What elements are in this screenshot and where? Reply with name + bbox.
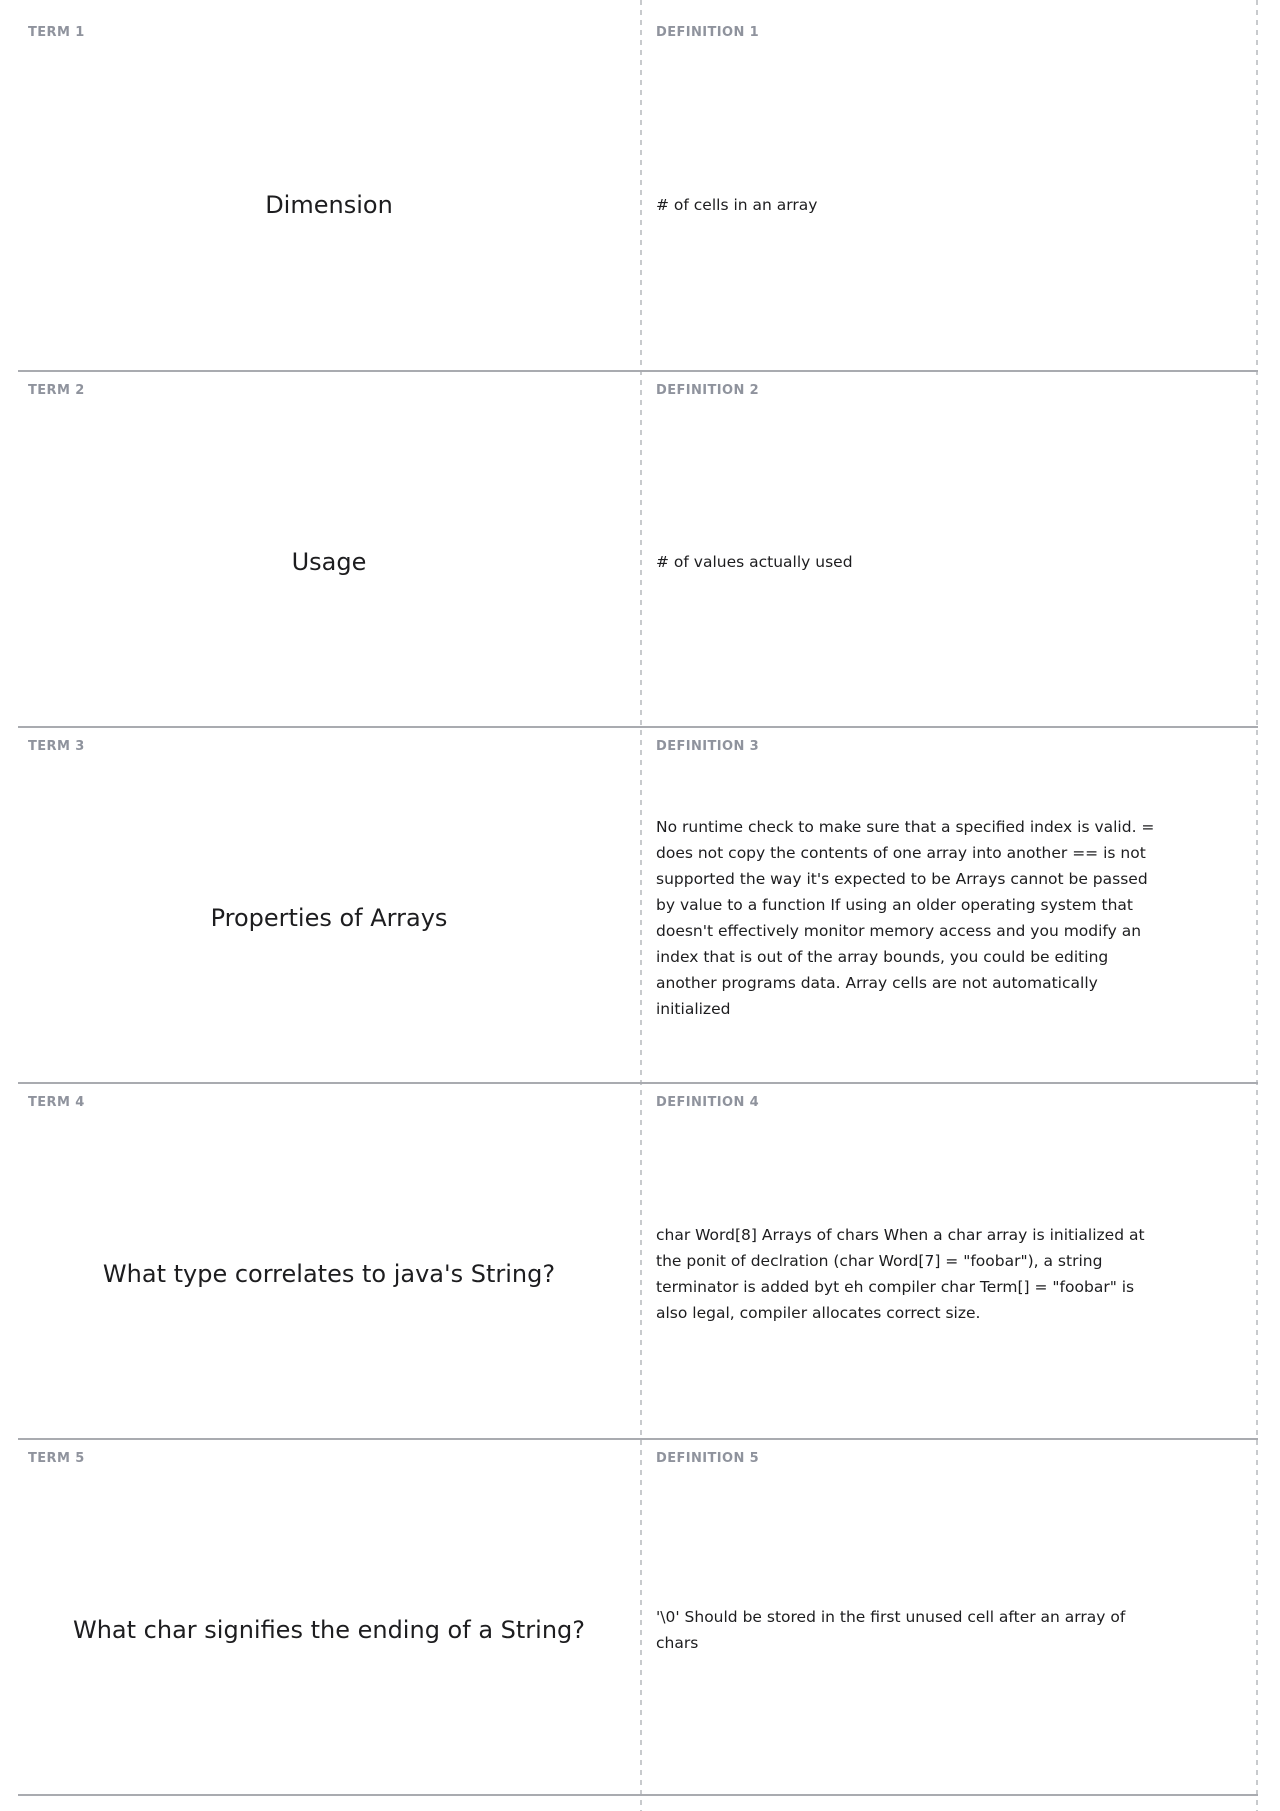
flashcard-sheet: [18, 0, 1258, 1796]
term-label: TERM 3: [28, 739, 85, 754]
definition-text: char Word[8] Arrays of chars When a char array is initialized at the ponit of declration (char Word[7] = "foobar"), a string terminator is added byt eh compiler char Term[] = "foobar" is also legal, compiler allocates correct size.: [656, 1226, 1145, 1322]
definition-cell: [640, 728, 1258, 1082]
term-content: [28, 754, 640, 1082]
definition-content: [656, 754, 1258, 1082]
term-text: Dimension: [265, 191, 393, 219]
definition-cell: [640, 14, 1258, 370]
definition-content: [656, 398, 1258, 726]
flashcard-row-4: [18, 1084, 1258, 1440]
definition-label: DEFINITION 3: [656, 739, 760, 754]
definition-content: [656, 40, 1258, 370]
term-text: What char signifies the ending of a String?: [72, 1616, 586, 1644]
definition-label: DEFINITION 2: [656, 383, 760, 398]
definition-content: [656, 1110, 1258, 1438]
flashcard-row-5: [18, 1440, 1258, 1796]
definition-text: # of values actually used: [656, 553, 853, 571]
flashcard-row-3: [18, 728, 1258, 1084]
definition-cell: [640, 1084, 1258, 1438]
term-cell: [18, 372, 640, 726]
term-label: TERM 1: [28, 25, 85, 40]
definition-label: DEFINITION 4: [656, 1095, 760, 1110]
definition-content: [656, 1466, 1258, 1794]
term-label: TERM 2: [28, 383, 85, 398]
term-text: Properties of Arrays: [210, 904, 448, 932]
flashcard-row-1: [18, 0, 1258, 372]
term-label: TERM 5: [28, 1451, 85, 1466]
term-content: [28, 1466, 640, 1794]
term-text: What type correlates to java's String?: [102, 1260, 556, 1288]
term-cell: [18, 14, 640, 370]
term-content: [28, 40, 640, 370]
definition-label: DEFINITION 5: [656, 1451, 760, 1466]
definition-text: # of cells in an array: [656, 196, 818, 214]
definition-text: '\0' Should be stored in the first unused cell after an array of chars: [656, 1608, 1126, 1652]
definition-text: No runtime check to make sure that a specified index is valid. = does not copy the contents of one array into another == is not supported the way it's expected to be Arrays cannot be passed by value to a function If using an older operating system that doesn't effectively monitor memory access and you modify an index that is out of the array bounds, you could be editing another programs data. Array cells are not automatically initialized: [656, 818, 1155, 1018]
definition-label: DEFINITION 1: [656, 25, 760, 40]
term-content: [28, 398, 640, 726]
term-label: TERM 4: [28, 1095, 85, 1110]
flashcard-row-2: [18, 372, 1258, 728]
term-cell: [18, 728, 640, 1082]
term-content: [28, 1110, 640, 1438]
term-text: Usage: [291, 548, 367, 576]
term-cell: [18, 1084, 640, 1438]
term-cell: [18, 1440, 640, 1794]
definition-cell: [640, 372, 1258, 726]
definition-cell: [640, 1440, 1258, 1794]
